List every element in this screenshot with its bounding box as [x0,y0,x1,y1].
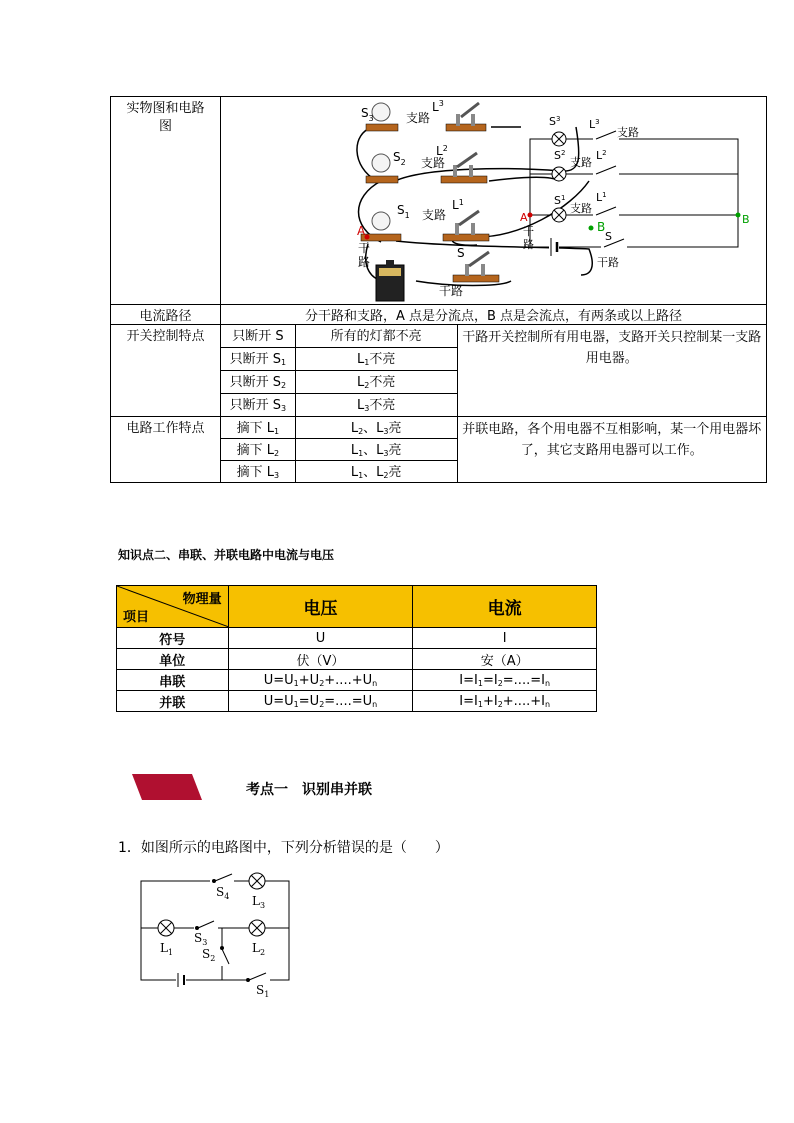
cell-current: 安（A） [413,649,597,670]
row-label-work: 电路工作特点 [111,417,221,483]
battery-icon [176,972,186,988]
q-label-s3: $S_3$ [194,931,208,947]
current-path-text: 分干路和支路，A 点是分流点，B 点是会流点，有两条或以上路径 [220,305,766,325]
sch-label-s: S [604,230,612,243]
sch-label-trunk-2: 路 [522,238,534,251]
label-branch: 支路 [420,156,445,170]
cell-voltage: U [228,628,413,649]
switch-result: $L_3$不亮 [295,394,457,417]
cell-current: $I=I_1+I_2+....+I_n$ [413,691,597,712]
col-header-current: 电流 [413,586,597,628]
q-label-s1: $S_1$ [256,983,270,999]
switch-note: 干路开关控制所有用电器，支路开关只控制某一支路用电器。 [457,325,766,417]
sch-label-branch: 支路 [616,126,639,139]
row-label: 串联 [117,670,229,691]
sch-label-s2: $S^2$ [553,149,566,162]
voltage-current-table [116,585,597,712]
label-s1: $S_1$ [396,203,410,220]
section-title: 知识点二、串联、并联电路中电流与电压 [118,548,335,562]
cell-voltage: 伏（V） [228,649,413,670]
label-s2: $S_2$ [392,150,406,167]
knife-switch-icon [446,103,486,131]
point-b-marker [735,213,740,218]
label-l2: $L^2$ [435,144,448,158]
sch-label-branch: 支路 [569,202,592,215]
cell-voltage: $U=U_1=U_2=....=U_n$ [228,691,413,712]
label-trunk: 干路 [438,284,463,298]
cell-current: I [413,628,597,649]
kaodian-title: 考点一 识别串并联 [246,782,372,798]
point-a-marker [364,235,369,240]
banner-shape [132,774,204,800]
diagram-cell [220,97,766,305]
sch-label-branch: 支路 [569,156,592,169]
question-1: 1．如图所示的电路图中，下列分析错误的是（ ） [118,840,449,856]
corner-top: 物理量 [182,592,222,607]
col-header-voltage: 电压 [228,586,413,628]
row-label-current: 电流路径 [111,305,221,325]
q-label-s2: $S_2$ [202,947,216,963]
label-trunk-1: 干 [357,241,370,255]
label-s: S [456,246,465,260]
work-action: 摘下 $L_3$ [220,461,295,483]
sch-label-a: A [519,211,528,224]
work-action: 摘下 $L_1$ [220,417,295,439]
switch-action: 只断开 $S_3$ [220,394,295,417]
point-b-marker [588,226,593,231]
corner-bottom: 项目 [123,610,150,625]
switch-result: 所有的灯都不亮 [295,325,457,348]
work-action: 摘下 $L_2$ [220,439,295,461]
label-l3: $L^3$ [431,99,444,114]
switch-action: 只断开 $S_2$ [220,371,295,394]
sch-label-l2: $L^2$ [595,149,607,162]
schematic-lamps [552,132,566,222]
sch-label-s3: $S^3$ [548,115,561,128]
q-label-l1: $L_1$ [160,941,174,957]
circuit-feature-table [110,96,767,483]
label-l1: $L^1$ [451,198,464,212]
label-trunk-2: 路 [357,255,370,269]
schematic-battery-icon [549,238,559,256]
row-label-switch: 开关控制特点 [111,325,221,417]
sch-label-s1: $S^1$ [553,194,566,207]
knife-switch-icon [443,211,489,241]
label-b: B [596,220,606,234]
circuit-diagrams [221,97,767,305]
row-label: 单位 [117,649,229,670]
label-branch: 支路 [405,111,430,125]
work-result: $L_1$、$L_2$亮 [295,461,457,483]
row-label: 符号 [117,628,229,649]
work-note: 并联电路，各个用电器不互相影响，某一个用电器坏了，其它支路用电器可以工作。 [457,417,766,483]
switch-action: 只断开 $S_1$ [220,348,295,371]
label-a: A [356,224,366,238]
sch-label-trunk-1: 干 [522,225,534,238]
switch-result: $L_1$不亮 [295,348,457,371]
q-label-l3: $L_3$ [252,894,266,910]
point-a-marker [527,213,532,218]
q-label-s4: $S_4$ [216,885,230,901]
row-label: 并联 [117,691,229,712]
battery-icon [376,260,404,301]
switch-action: 只断开 S [220,325,295,348]
row-label-text: 实物图和电路图 [126,101,205,134]
label-s3: $S_3$ [360,106,374,123]
sch-label-l1: $L^1$ [595,191,607,204]
work-result: $L_1$、$L_3$亮 [295,439,457,461]
row-label-diagram [111,97,221,305]
corner-header [117,586,229,628]
sch-label-b: B [741,213,750,226]
cell-current: $I=I_1=I_2=....=I_n$ [413,670,597,691]
sch-label-trunk: 干路 [596,256,619,269]
label-branch: 支路 [421,208,446,222]
sch-label-l3: $L^3$ [588,118,600,131]
knife-switch-icon [441,153,487,183]
cell-voltage: $U=U_1+U_2+....+U_n$ [228,670,413,691]
work-result: $L_2$、$L_3$亮 [295,417,457,439]
switch-result: $L_2$不亮 [295,371,457,394]
question-circuit-diagram [130,866,305,1001]
q-label-l2: $L_2$ [252,941,266,957]
